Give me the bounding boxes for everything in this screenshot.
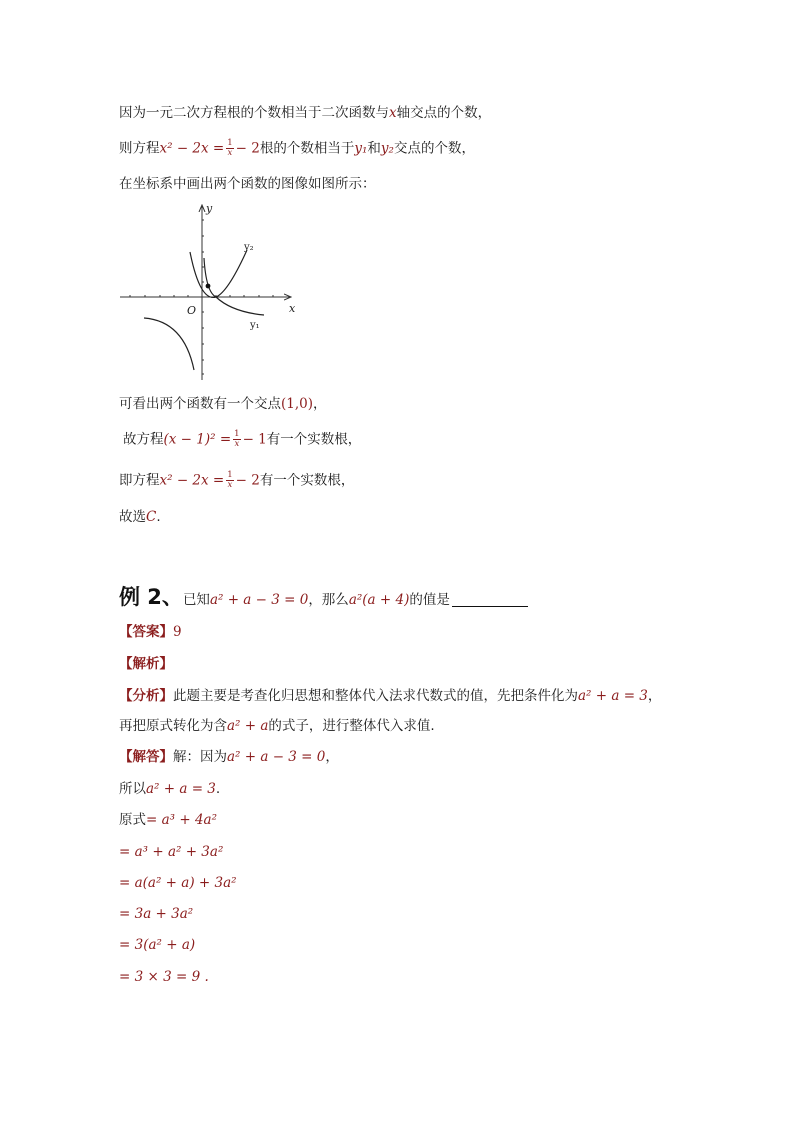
axis-label-x: x [289,302,296,315]
text: 轴交点的个数， [396,105,492,121]
fraction-denominator: x [227,148,233,158]
text: 所以 [119,781,146,797]
answer-value: 9 [173,624,182,640]
text: 解：因为 [173,749,227,765]
math-eq: a² + a [227,718,269,734]
step-5: = 3a + 3a² [119,906,194,922]
math-eq: = a³ + 4a² [146,812,218,828]
axis-label-y: y [206,202,213,215]
text: 则方程 [119,140,160,157]
fenxi-tag: 【分析】 [119,688,173,704]
sol-line-5 [123,430,361,449]
example-title: 例 2、 [119,585,183,609]
fenxi-line-1 [119,687,661,705]
sol-line-1 [119,104,491,122]
analysis-tag: 【解析】 [119,656,173,672]
math-x: x [389,105,397,121]
equation-right: − 2 [235,472,260,489]
text: 的式子，进行整体代入求值. [268,718,435,734]
text: 故方程 [123,431,164,448]
curve-label-y1: y₁ [250,320,260,331]
fraction [233,430,240,449]
parabola-y2 [190,250,247,297]
condition-equation: a² + a − 3 = 0 [209,592,309,608]
step-7: = 3 × 3 = 9 . [119,969,209,985]
text: 此题主要是考查化归思想和整体代入法求代数式的值，先把条件化为 [173,688,578,704]
text: 故选 [119,509,146,525]
curve-label-y2: y₂ [244,242,254,253]
text: 和 [367,140,381,157]
hyperbola-y1-left [144,318,194,370]
fraction-numerator: 1 [234,429,240,439]
answer-blank [452,592,528,607]
fraction-denominator: x [227,480,233,490]
text: 因为一元二次方程根的个数相当于二次函数与 [119,105,389,121]
analysis-line [119,655,173,673]
equation-right: − 2 [235,140,260,157]
equation-right: − 1 [242,431,267,448]
sol-line-4 [119,395,327,413]
step-4: = a(a² + a) + 3a² [119,875,237,891]
sol-line-6 [119,471,354,490]
function-graph [116,200,306,384]
math-eq: a² + a = 3 [146,781,216,797]
text: 已知 [182,592,210,608]
text: . [215,781,221,797]
text: 可看出两个函数有一个交点 [119,396,281,412]
step-3: = a³ + a² + 3a² [119,844,224,860]
step-1 [119,780,220,798]
text: 原式 [119,812,146,828]
text: 再把原式转化为含 [119,718,227,734]
text: 的值是 [409,592,450,608]
fraction [226,139,233,158]
hyperbola-y1-right [204,258,264,315]
text: ， [647,688,662,704]
step-2 [119,811,217,829]
fenxi-line-2 [119,717,435,735]
text: 交点的个数， [393,140,475,157]
point: (1,0) [281,396,314,412]
sol-line-2 [119,139,475,158]
text: 有一个实数根， [259,472,355,489]
example-2-question [119,585,528,612]
text: 在坐标系中画出两个函数的图像如图所示： [119,176,376,192]
target-expression: a²(a + 4) [348,592,410,608]
text: ， [313,396,327,412]
math-eq: a² + a − 3 = 0 [227,749,326,765]
jieda-tag: 【解答】 [119,749,173,765]
step-6: = 3(a² + a) [119,937,196,953]
answer-choice: C [146,509,157,525]
math-y1: y₁ [354,140,368,157]
origin-label: O [187,304,197,317]
intersection-point [206,284,211,289]
text: ，那么 [308,592,349,608]
fraction-numerator: 1 [227,470,233,480]
text: 有一个实数根， [266,431,362,448]
equation-left: x² − 2x = [159,140,225,157]
sol-line-7 [119,508,161,526]
text: 根的个数相当于 [259,140,355,157]
text: 即方程 [119,472,160,489]
text: . [156,509,161,525]
answer-tag: 【答案】 [119,624,173,640]
answer-line [119,623,182,641]
equation-left: (x − 1)² = [163,431,232,448]
math-eq: a² + a = 3 [578,688,648,704]
jieda-line [119,748,339,766]
fraction-numerator: 1 [227,138,233,148]
sol-line-3 [119,175,376,193]
math-y2: y₂ [380,140,394,157]
text: ， [325,749,339,765]
fraction [226,471,233,490]
equation-left: x² − 2x = [159,472,225,489]
fraction-denominator: x [234,439,240,449]
